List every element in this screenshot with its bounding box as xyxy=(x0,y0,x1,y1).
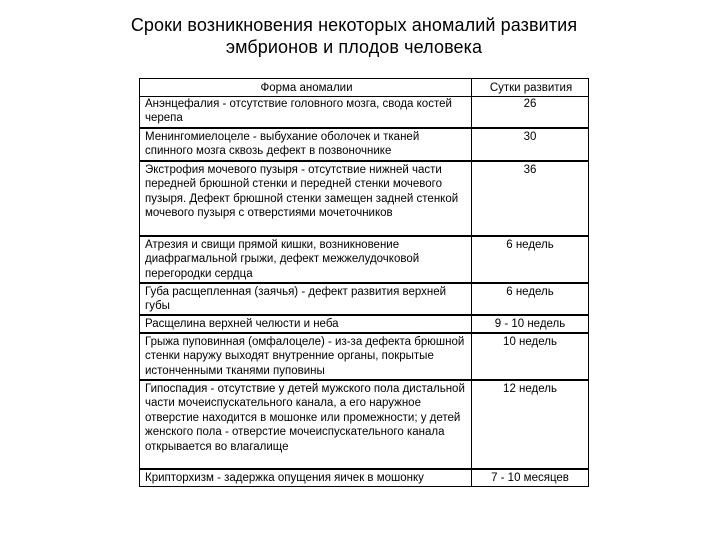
anomaly-days-cell: 6 недель xyxy=(472,283,589,315)
header-form: Форма аномалии xyxy=(140,79,472,97)
table-row xyxy=(140,128,589,161)
title-line-2: эмбрионов и плодов человека xyxy=(225,37,483,57)
anomaly-days-cell: 26 xyxy=(472,96,589,128)
table-row xyxy=(140,315,589,333)
table-row xyxy=(140,469,589,487)
anomaly-table-container xyxy=(139,78,588,487)
anomaly-form-cell: Гипоспадия - отсутствие у детей мужского пола дистальной части мочеиспускательного канала, а его наружное отверстие находится в мошонке или промежности; у детей женского пола - отверстие мочеиспускательного канала открывается во влагалище xyxy=(140,380,472,469)
anomaly-form-cell: Атрезия и свищи прямой кишки, возникновение диафрагмальной грыжи, дефект межжелудочковой перегородки сердца xyxy=(140,236,472,283)
anomaly-form-cell: Губа расщепленная (заячья) - дефект развития верхней губы xyxy=(140,283,472,315)
table-row xyxy=(140,236,589,283)
table-row xyxy=(140,333,589,380)
anomaly-days-cell: 10 недель xyxy=(472,333,589,380)
anomaly-days-cell: 9 - 10 недель xyxy=(472,315,589,333)
anomaly-form-cell: Менингомиелоцеле - выбухание оболочек и тканей спинного мозга сквозь дефект в позвоночнике xyxy=(140,128,472,161)
table-header-row xyxy=(140,79,589,97)
anomaly-days-cell: 7 - 10 месяцев xyxy=(472,469,589,487)
header-days: Сутки развития xyxy=(472,79,589,97)
anomaly-form-cell: Крипторхизм - задержка опущения яичек в мошонку xyxy=(140,469,472,487)
anomaly-form-cell: Расщелина верхней челюсти и неба xyxy=(140,315,472,333)
title-line-1: Сроки возникновения некоторых аномалий развития xyxy=(130,15,578,35)
anomaly-table xyxy=(139,78,589,487)
table-row xyxy=(140,380,589,469)
anomaly-days-cell: 36 xyxy=(472,161,589,236)
anomaly-days-cell: 6 недель xyxy=(472,236,589,283)
slide-title xyxy=(92,14,616,58)
table-row xyxy=(140,283,589,315)
anomaly-form-cell: Анэнцефалия - отсутствие головного мозга, свода костей черепа xyxy=(140,96,472,128)
table-row xyxy=(140,161,589,236)
anomaly-form-cell: Грыжа пуповинная (омфалоцеле) - из-за дефекта брюшной стенки наружу выходят внутренние органы, покрытые истонченными тканями пуповины xyxy=(140,333,472,380)
table-row xyxy=(140,96,589,128)
anomaly-days-cell: 12 недель xyxy=(472,380,589,469)
anomaly-days-cell: 30 xyxy=(472,128,589,161)
anomaly-form-cell: Экстрофия мочевого пузыря - отсутствие нижней части передней брюшной стенки и передней стенки мочевого пузыря. Дефект брюшной стенки замещен задней стенкой мочевого пузыря с отверстиями мочеточников xyxy=(140,161,472,236)
